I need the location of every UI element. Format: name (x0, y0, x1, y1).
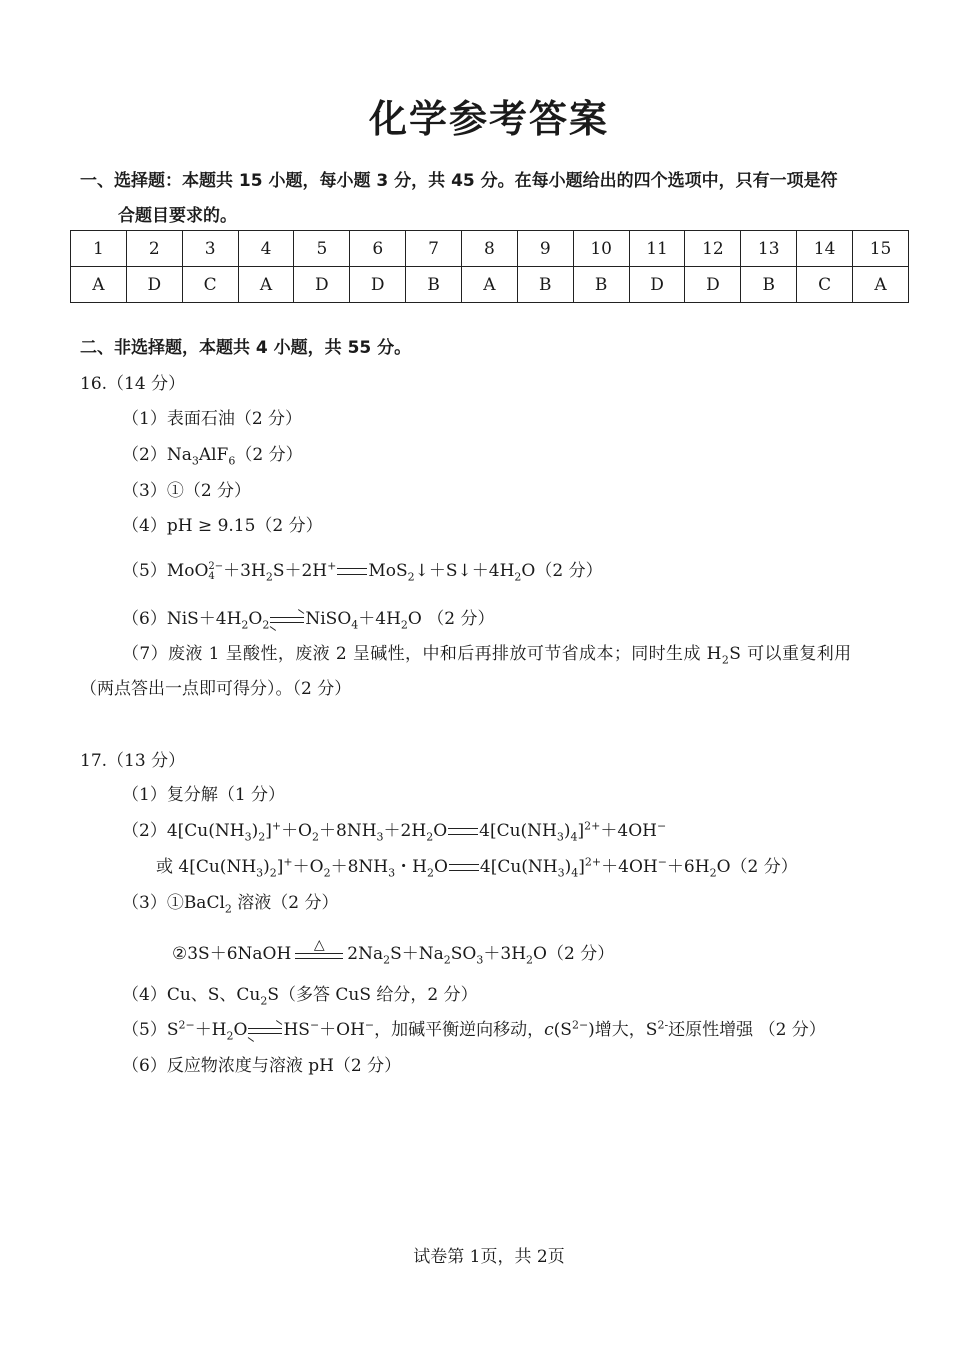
answer-table (70, 230, 909, 303)
q17-part1: （1）复分解（1 分） (122, 785, 286, 805)
q17-part3a: （3）①BaCl$_2$ 溶液（2 分） (122, 893, 339, 916)
q17-part5: $(5)S^{2-}+H_2O$ HS−＋OH−，加碱平衡逆向移动，$c(S^{2-})$增大，$S^{2-}$还原性增强 （2 分） (122, 1018, 826, 1043)
q16-part6-equation: $(6)NiS+4H_2O_2$ $NiSO_4+4H_2O$ （2 分） (122, 609, 495, 632)
question-number-cell: 11 (629, 231, 685, 267)
answer-cell: A (462, 267, 518, 303)
question-number-cell: 4 (238, 231, 294, 267)
equals-sign-icon (448, 828, 478, 835)
answer-cell: D (126, 267, 182, 303)
question-number-cell: 10 (573, 231, 629, 267)
q16-part3: （3）①（2 分） (122, 481, 252, 501)
answer-table-answer-row (71, 267, 909, 303)
question-number-cell: 14 (797, 231, 853, 267)
answer-cell: D (629, 267, 685, 303)
q16-part5-equation: （5）MoO2− $4 +3H_2S+2H^+$ $MoS_2↓+S↓+4H_2O(2$ 分） (122, 559, 603, 584)
answer-cell: B (573, 267, 629, 303)
answer-cell: A (853, 267, 909, 303)
q16-part1: （1）表面石油（2 分） (122, 409, 303, 429)
q16-part2: $(2)Na_3AlF_6(2$ 分） (122, 445, 303, 468)
q16-part7-line1: （7）废液 1 呈酸性，废液 2 呈碱性，中和后再排放可节省成本；同时生成 $H_2S$ 可以重复利用 (122, 644, 852, 667)
question-number-cell: 2 (126, 231, 182, 267)
answer-cell: D (685, 267, 741, 303)
question-number-cell: 6 (350, 231, 406, 267)
answer-cell: D (294, 267, 350, 303)
q16-part7-line2: （两点答出一点即可得分）。（2 分） (80, 679, 352, 699)
question-number-cell: 1 (71, 231, 127, 267)
q16-part4: （4）pH ≥ 9.15（2 分） (122, 516, 323, 536)
page-footer: 试卷第 1页，共 2页 (413, 1247, 565, 1267)
q16-header: 16.（14 分） (80, 374, 186, 394)
q17-part2-equation1: $(2)4[Cu(NH_3)_2]^++O_2+8NH_3+2H_2O$ $4[Cu(NH_3)_4]^{2+}+4OH^-$ (122, 819, 667, 844)
answer-cell: C (182, 267, 238, 303)
answer-cell: D (350, 267, 406, 303)
answer-cell: B (741, 267, 797, 303)
heat-condition-equals-icon: △ (295, 947, 343, 963)
answer-cell: B (406, 267, 462, 303)
question-number-cell: 5 (294, 231, 350, 267)
section1-heading-line1: 一、选择题：本题共 15 小题，每小题 3 分，共 45 分。在每小题给出的四个选项中，只有一项是符 (80, 171, 838, 191)
question-number-cell: 3 (182, 231, 238, 267)
reversible-arrow-icon (270, 615, 304, 625)
q17-header: 17.（13 分） (80, 751, 186, 771)
q17-part6: （6）反应物浓度与溶液 pH（2 分） (122, 1056, 402, 1076)
equals-sign-icon (337, 568, 367, 575)
q17-part3b-equation: ②3S＋6NaOH △ $2Na_2S+Na_2SO_3+3H_2O(2$ 分） (172, 936, 615, 967)
answer-cell: A (71, 267, 127, 303)
answer-cell: A (238, 267, 294, 303)
question-number-cell: 7 (406, 231, 462, 267)
equals-sign-icon (449, 864, 479, 871)
section1-heading-line2: 合题目要求的。 (118, 206, 237, 226)
answer-table-number-row (71, 231, 909, 267)
question-number-cell: 15 (853, 231, 909, 267)
q17-part4: （4）Cu、S、$Cu_2S$（多答 CuS 给分，2 分） (122, 985, 478, 1008)
q17-part2-equation2: 或 $4[Cu(NH_3)_2]^++O_2+8NH_3$・$H_2O$ $4[Cu(NH_3)_4]^{2+}+4OH^-+6H_2O(2$ 分） (156, 855, 798, 880)
page-title: 化学参考答案 (368, 97, 609, 141)
section2-heading: 二、非选择题，本题共 4 小题，共 55 分。 (80, 338, 412, 358)
question-number-cell: 13 (741, 231, 797, 267)
answer-cell: C (797, 267, 853, 303)
question-number-cell: 9 (517, 231, 573, 267)
reversible-arrow-icon (248, 1026, 282, 1036)
question-number-cell: 8 (462, 231, 518, 267)
question-number-cell: 12 (685, 231, 741, 267)
answer-cell: B (517, 267, 573, 303)
